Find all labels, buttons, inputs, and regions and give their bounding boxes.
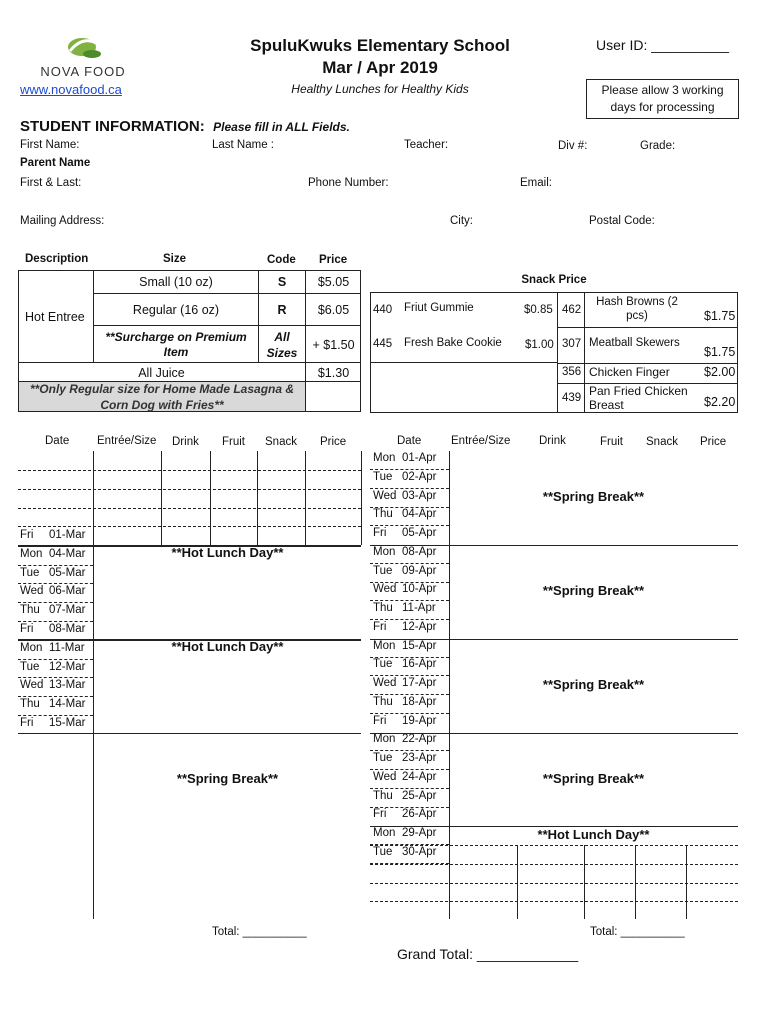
processing-line-1: Please allow 3 working <box>601 83 724 97</box>
spring-break-banner-week4: **Spring Break** <box>542 771 645 786</box>
day-name: Wed <box>20 585 44 597</box>
april-day-row[interactable] <box>373 752 447 764</box>
march-day-row[interactable] <box>20 567 94 579</box>
day-name: Wed <box>20 679 44 691</box>
day-name: Tue <box>373 752 393 764</box>
day-name: Mon <box>373 639 396 652</box>
menu-header-description: Description <box>25 253 89 265</box>
snack-439-code: 439 <box>562 392 582 404</box>
menu-header-code: Code <box>267 254 296 266</box>
day-name: Mon <box>373 733 396 746</box>
grand-total-field[interactable]: Grand Total: _____________ <box>397 946 579 962</box>
left-col-price: Price <box>320 436 347 448</box>
surcharge-line-1: **Surcharge on Premium <box>105 330 247 344</box>
order-row-line <box>18 470 361 471</box>
april-day-row[interactable] <box>373 471 447 483</box>
menu-header-price: Price <box>319 254 348 266</box>
small-code: S <box>277 275 287 289</box>
day-name: Wed <box>373 770 397 783</box>
day-date: 29-Apr <box>402 827 437 839</box>
logo-name: NOVA FOOD <box>40 64 126 79</box>
day-name: Tue <box>373 470 393 483</box>
march-day-row[interactable] <box>20 585 94 597</box>
parent-name-label: Parent Name <box>20 157 91 169</box>
day-date: 08-Mar <box>49 623 86 635</box>
right-col-price: Price <box>700 436 727 448</box>
march-day-row[interactable] <box>20 604 94 616</box>
right-col-snack: Snack <box>646 436 678 448</box>
snack-356-name: Chicken Finger <box>589 365 670 379</box>
juice-price: $1.30 <box>317 366 350 380</box>
april-day-row[interactable] <box>373 827 447 839</box>
day-date: 02-Apr <box>402 470 437 483</box>
snack-462-name-line-1: Hash Browns (2 <box>596 296 678 308</box>
snack-440-name: Friut Gummie <box>404 302 474 314</box>
april-day-row[interactable] <box>373 583 447 595</box>
small-size: Small (10 oz) <box>139 275 213 289</box>
surcharge-price: + $1.50 <box>312 338 355 352</box>
day-date: 03-Apr <box>402 489 437 502</box>
april-day-row[interactable] <box>373 490 447 502</box>
note-line-2: Corn Dog with Fries** <box>100 398 224 412</box>
march-day-row[interactable] <box>20 623 94 635</box>
day-date: 14-Mar <box>49 698 86 710</box>
spring-break-banner-week2: **Spring Break** <box>542 583 645 598</box>
snack-307-code: 307 <box>562 338 582 350</box>
april-day-row[interactable] <box>373 508 447 520</box>
right-col-fruit: Fruit <box>600 436 623 448</box>
postal-code-field[interactable]: Postal Code: <box>589 215 655 227</box>
day-date: 13-Mar <box>49 679 86 691</box>
order-row-line <box>370 864 738 865</box>
march-day-row[interactable] <box>20 698 94 710</box>
day-date: 10-Apr <box>402 583 437 596</box>
order-row-line <box>18 508 361 509</box>
april-day-row[interactable] <box>373 527 447 539</box>
march-day-row[interactable] <box>20 548 94 560</box>
student-info-title: STUDENT INFORMATION: <box>20 118 205 135</box>
regular-code: R <box>277 303 287 317</box>
snack-440-code: 440 <box>373 304 393 316</box>
user-id-field[interactable]: User ID: __________ <box>596 37 730 53</box>
march-day-row[interactable] <box>20 717 94 729</box>
day-name: Mon <box>373 452 396 464</box>
snack-445-price: $1.00 <box>525 339 554 351</box>
left-col-snack: Snack <box>265 436 297 448</box>
march-day-row[interactable] <box>20 679 94 691</box>
tagline: Healthy Lunches for Healthy Kids <box>291 82 469 96</box>
hot-entree-label: Hot Entree <box>25 310 85 324</box>
snack-356-code: 356 <box>562 366 582 378</box>
april-day-row[interactable] <box>373 771 447 783</box>
day-date: 19-Apr <box>402 714 437 727</box>
hot-lunch-banner-mar-11: **Hot Lunch Day** <box>171 639 284 654</box>
day-date: 24-Apr <box>402 770 437 783</box>
snack-462-code: 462 <box>562 304 582 316</box>
first-name-field[interactable]: First Name: <box>20 139 80 151</box>
mailing-address-field[interactable]: Mailing Address: <box>20 215 105 227</box>
day-name: Wed <box>373 677 397 689</box>
april-day-row[interactable] <box>373 808 447 820</box>
snack-439-price: $2.20 <box>704 395 736 409</box>
day-name: Fri <box>373 808 387 821</box>
april-day-row[interactable] <box>373 452 447 464</box>
left-col-fruit: Fruit <box>222 436 245 448</box>
day-date: 05-Mar <box>49 567 86 579</box>
surcharge-line-2: Item <box>163 345 189 359</box>
day-date: 01-Mar <box>49 529 86 541</box>
snack-439-name-line-2: Breast <box>589 398 624 412</box>
last-name-field[interactable]: Last Name : <box>212 139 274 151</box>
spring-break-banner-week3: **Spring Break** <box>542 677 645 692</box>
processing-line-2: days for processing <box>610 100 715 114</box>
left-col-drink: Drink <box>172 436 199 448</box>
small-price: $5.05 <box>317 275 350 289</box>
right-col-drink: Drink <box>539 435 566 447</box>
left-col-date: Date <box>45 435 70 447</box>
april-day-row[interactable] <box>373 602 447 614</box>
april-day-row[interactable] <box>373 846 447 858</box>
snack-440-price: $0.85 <box>524 304 553 316</box>
march-total-field[interactable]: Total: __________ <box>212 926 307 938</box>
spring-break-banner-left: **Spring Break** <box>176 771 279 786</box>
regular-price: $6.05 <box>317 303 350 317</box>
march-day-row[interactable] <box>20 529 94 541</box>
day-date: 07-Mar <box>49 604 86 616</box>
april-day-row[interactable] <box>373 677 447 689</box>
day-name: Wed <box>373 489 397 502</box>
spring-break-banner-week1: **Spring Break** <box>542 489 645 504</box>
day-name: Thu <box>20 698 40 710</box>
surcharge-code-2: Sizes <box>266 346 298 360</box>
day-name: Tue <box>20 567 40 579</box>
snack-307-price: $1.75 <box>704 345 736 359</box>
menu-period: Mar / Apr 2019 <box>322 58 438 77</box>
phone-field[interactable]: Phone Number: <box>308 177 389 189</box>
processing-notice <box>586 79 739 119</box>
snack-462-name-line-2: pcs) <box>626 310 648 322</box>
snack-price-title: Snack Price <box>521 274 587 286</box>
surcharge-code-1: All <box>274 330 290 344</box>
april-day-row[interactable] <box>373 715 447 727</box>
logo <box>24 34 142 82</box>
day-name: Fri <box>20 529 34 541</box>
day-date: 15-Mar <box>49 717 86 729</box>
hot-lunch-banner-mar-04: **Hot Lunch Day** <box>171 545 284 560</box>
day-name: Thu <box>373 789 393 802</box>
order-row-line <box>370 845 738 846</box>
snack-445-name: Fresh Bake Cookie <box>404 337 502 349</box>
day-date: 11-Mar <box>49 642 85 654</box>
march-day-row[interactable] <box>20 642 94 654</box>
day-name: Mon <box>373 545 396 558</box>
day-date: 17-Apr <box>402 677 437 689</box>
april-day-row[interactable] <box>373 621 447 633</box>
student-info-instruction: Please fill in ALL Fields. <box>213 120 350 134</box>
day-date: 23-Apr <box>402 752 437 764</box>
order-row-line <box>18 489 361 490</box>
juice-label: All Juice <box>138 366 185 380</box>
right-col-entree: Entrée/Size <box>451 435 511 447</box>
city-field[interactable]: City: <box>450 215 473 227</box>
day-date: 22-Apr <box>402 733 437 746</box>
day-name: Thu <box>373 508 393 521</box>
snack-445-code: 445 <box>373 338 393 350</box>
april-day-row[interactable] <box>373 546 447 558</box>
april-day-row[interactable] <box>373 790 447 802</box>
day-name: Thu <box>373 602 393 614</box>
note-line-1: **Only Regular size for Home Made Lasagna & <box>29 382 295 396</box>
snack-307-name: Meatball Skewers <box>589 337 680 349</box>
day-name: Mon <box>20 548 43 560</box>
email-field[interactable]: Email: <box>520 177 552 189</box>
day-date: 16-Apr <box>402 658 437 671</box>
april-day-row[interactable] <box>373 733 447 745</box>
day-name: Fri <box>20 623 34 635</box>
day-date: 26-Apr <box>402 808 437 821</box>
day-name: Thu <box>373 695 393 708</box>
student-info-heading <box>20 118 350 136</box>
day-name: Fri <box>373 527 387 539</box>
day-date: 12-Mar <box>49 661 86 673</box>
day-name: Tue <box>20 661 40 673</box>
day-date: 30-Apr <box>402 845 437 858</box>
hot-lunch-banner-apr-29: **Hot Lunch Day** <box>537 827 650 842</box>
snack-356-price: $2.00 <box>704 365 736 379</box>
day-name: Tue <box>373 845 393 858</box>
day-date: 05-Apr <box>402 527 437 539</box>
day-name: Tue <box>373 658 393 671</box>
right-col-date: Date <box>397 435 422 447</box>
day-date: 15-Apr <box>402 639 437 652</box>
day-date: 04-Apr <box>402 508 437 521</box>
left-col-entree: Entrée/Size <box>97 435 157 447</box>
april-day-row[interactable] <box>373 696 447 708</box>
day-date: 18-Apr <box>402 695 437 708</box>
day-name: Mon <box>20 642 43 654</box>
teacher-field[interactable]: Teacher: <box>404 139 449 151</box>
day-date: 09-Apr <box>402 564 437 577</box>
day-name: Tue <box>373 564 393 577</box>
april-day-row[interactable] <box>373 565 447 577</box>
day-name: Wed <box>373 583 397 596</box>
school-name: SpuluKwuks Elementary School <box>250 36 510 55</box>
april-day-row[interactable] <box>373 640 447 652</box>
div-field[interactable]: Div #: <box>558 140 588 152</box>
day-date: 08-Apr <box>402 545 437 558</box>
day-name: Mon <box>373 827 396 839</box>
grade-field[interactable]: Grade: <box>640 140 676 152</box>
parent-first-last-field[interactable]: First & Last: <box>20 177 82 189</box>
day-date: 25-Apr <box>402 789 437 802</box>
march-day-row[interactable] <box>20 661 94 673</box>
day-date: 04-Mar <box>49 548 86 560</box>
day-name: Fri <box>20 717 34 729</box>
day-date: 12-Apr <box>402 620 437 633</box>
april-day-row[interactable] <box>373 658 447 670</box>
day-name: Fri <box>373 714 387 727</box>
nova-food-leaf-icon <box>24 34 142 64</box>
regular-size: Regular (16 oz) <box>132 303 220 317</box>
snack-439-name-line-1: Pan Fried Chicken <box>589 384 688 398</box>
day-date: 06-Mar <box>49 585 86 597</box>
order-row-line <box>370 901 738 902</box>
day-name: Fri <box>373 620 387 633</box>
menu-header-size: Size <box>163 253 187 265</box>
day-date: 11-Apr <box>402 602 436 614</box>
order-row-line <box>370 883 738 884</box>
company-website-link[interactable]: www.novafood.ca <box>20 82 122 97</box>
day-date: 01-Apr <box>402 452 437 464</box>
april-total-field[interactable]: Total: __________ <box>590 926 685 938</box>
snack-462-price: $1.75 <box>704 309 736 323</box>
day-name: Thu <box>20 604 40 616</box>
order-row-line <box>18 526 361 527</box>
